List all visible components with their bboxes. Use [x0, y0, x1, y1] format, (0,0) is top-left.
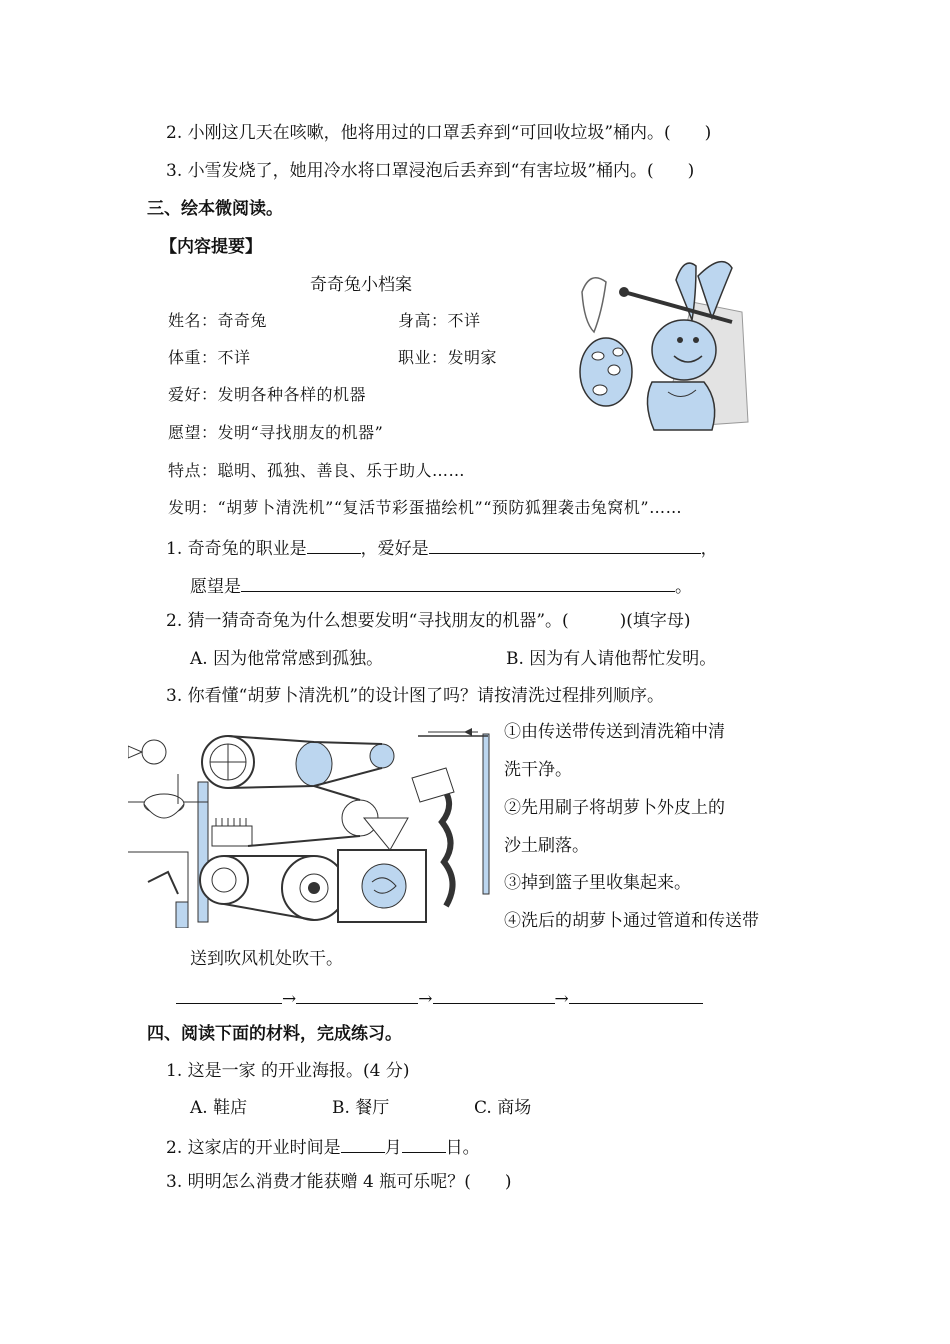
- q1-middle: ，爱好是: [360, 539, 429, 559]
- answer-blank-wish[interactable]: [241, 573, 675, 592]
- profile-traits: 特点：聪明、孤独、善良、乐于助人……: [168, 461, 466, 480]
- p4-q2-prefix: 2. 这家店的开业时间是: [166, 1138, 341, 1158]
- q1-comma: ，: [700, 539, 718, 559]
- q1-line-1: [166, 535, 718, 560]
- step-1-line-1: ①由传送带传送到清洗箱中清: [504, 722, 725, 742]
- p4-option-b: B. 餐厅: [332, 1098, 390, 1118]
- profile-hobby: 爱好：发明各种各样的机器: [168, 385, 367, 404]
- q2-option-b: B. 因为有人请他帮忙发明。: [506, 649, 717, 669]
- day-label: 日。: [445, 1138, 480, 1158]
- q1-wish-label: 愿望是: [190, 577, 241, 597]
- p4-option-c: C. 商场: [474, 1098, 532, 1118]
- carrot-washer-diagram: [128, 722, 490, 928]
- step-2-line-2: 沙土刷落。: [504, 836, 589, 856]
- section-heading-4: 四、阅读下面的材料，完成练习。: [147, 1024, 402, 1044]
- q2-text: 2. 猜一猜奇奇兔为什么想要发明“寻找朋友的机器”。( )(填字母): [166, 611, 691, 631]
- q1-end: 。: [675, 577, 692, 597]
- order-answer-row: [176, 985, 703, 1010]
- profile-job: 职业：发明家: [398, 348, 498, 367]
- profile-height: 身高：不详: [398, 311, 481, 330]
- p4-question-3: 3. 明明怎么消费才能获赠 4 瓶可乐呢？( ): [166, 1172, 512, 1192]
- profile-name: 姓名：奇奇兔: [168, 311, 268, 330]
- arrow-1: →: [282, 989, 297, 1009]
- month-label: 月: [384, 1138, 402, 1158]
- content-summary-label: 【内容提要】: [160, 237, 262, 257]
- profile-inventions: 发明：“胡萝卜清洗机”“复活节彩蛋描绘机”“预防狐狸袭击兔窝机”……: [168, 498, 683, 517]
- p4-question-1: 1. 这是一家 的开业海报。(4 分): [166, 1061, 410, 1081]
- question-3: 3. 小雪发烧了，她用冷水将口罩浸泡后丢弃到“有害垃圾”桶内。( ): [166, 161, 695, 181]
- step-2-line-1: ②先用刷子将胡萝卜外皮上的: [504, 798, 725, 818]
- p4-option-a: A. 鞋店: [190, 1098, 248, 1118]
- q3-text: 3. 你看懂“胡萝卜清洗机”的设计图了吗？请按清洗过程排列顺序。: [166, 686, 665, 706]
- p4-question-2: [166, 1134, 480, 1159]
- order-blank-3[interactable]: [433, 985, 555, 1004]
- q2-option-a: A. 因为他常常感到孤独。: [190, 649, 384, 669]
- profile-title: 奇奇兔小档案: [310, 275, 412, 295]
- section-heading-3: 三、绘本微阅读。: [147, 199, 283, 219]
- step-4-line-2: 送到吹风机处吹干。: [190, 949, 343, 969]
- step-4-line-1: ④洗后的胡萝卜通过管道和传送带: [504, 911, 759, 931]
- order-blank-4[interactable]: [569, 985, 703, 1004]
- question-2: 2. 小刚这几天在咳嗽，他将用过的口罩丢弃到“可回收垃圾”桶内。( ): [166, 123, 712, 143]
- profile-weight: 体重：不详: [168, 348, 251, 367]
- step-1-line-2: 洗干净。: [504, 760, 572, 780]
- arrow-2: →: [418, 989, 433, 1009]
- day-blank[interactable]: [402, 1134, 446, 1153]
- answer-blank-hobby[interactable]: [429, 535, 701, 554]
- answer-blank-job[interactable]: [307, 535, 361, 554]
- arrow-3: →: [554, 989, 569, 1009]
- month-blank[interactable]: [341, 1134, 385, 1153]
- order-blank-2[interactable]: [296, 985, 418, 1004]
- rabbit-illustration: [572, 252, 754, 432]
- order-blank-1[interactable]: [176, 985, 282, 1004]
- q1-prefix: 1. 奇奇兔的职业是: [166, 539, 307, 559]
- profile-wish: 愿望：发明“寻找朋友的机器”: [168, 423, 384, 442]
- step-3: ③掉到篮子里收集起来。: [504, 873, 691, 893]
- q1-line-2: [190, 573, 692, 598]
